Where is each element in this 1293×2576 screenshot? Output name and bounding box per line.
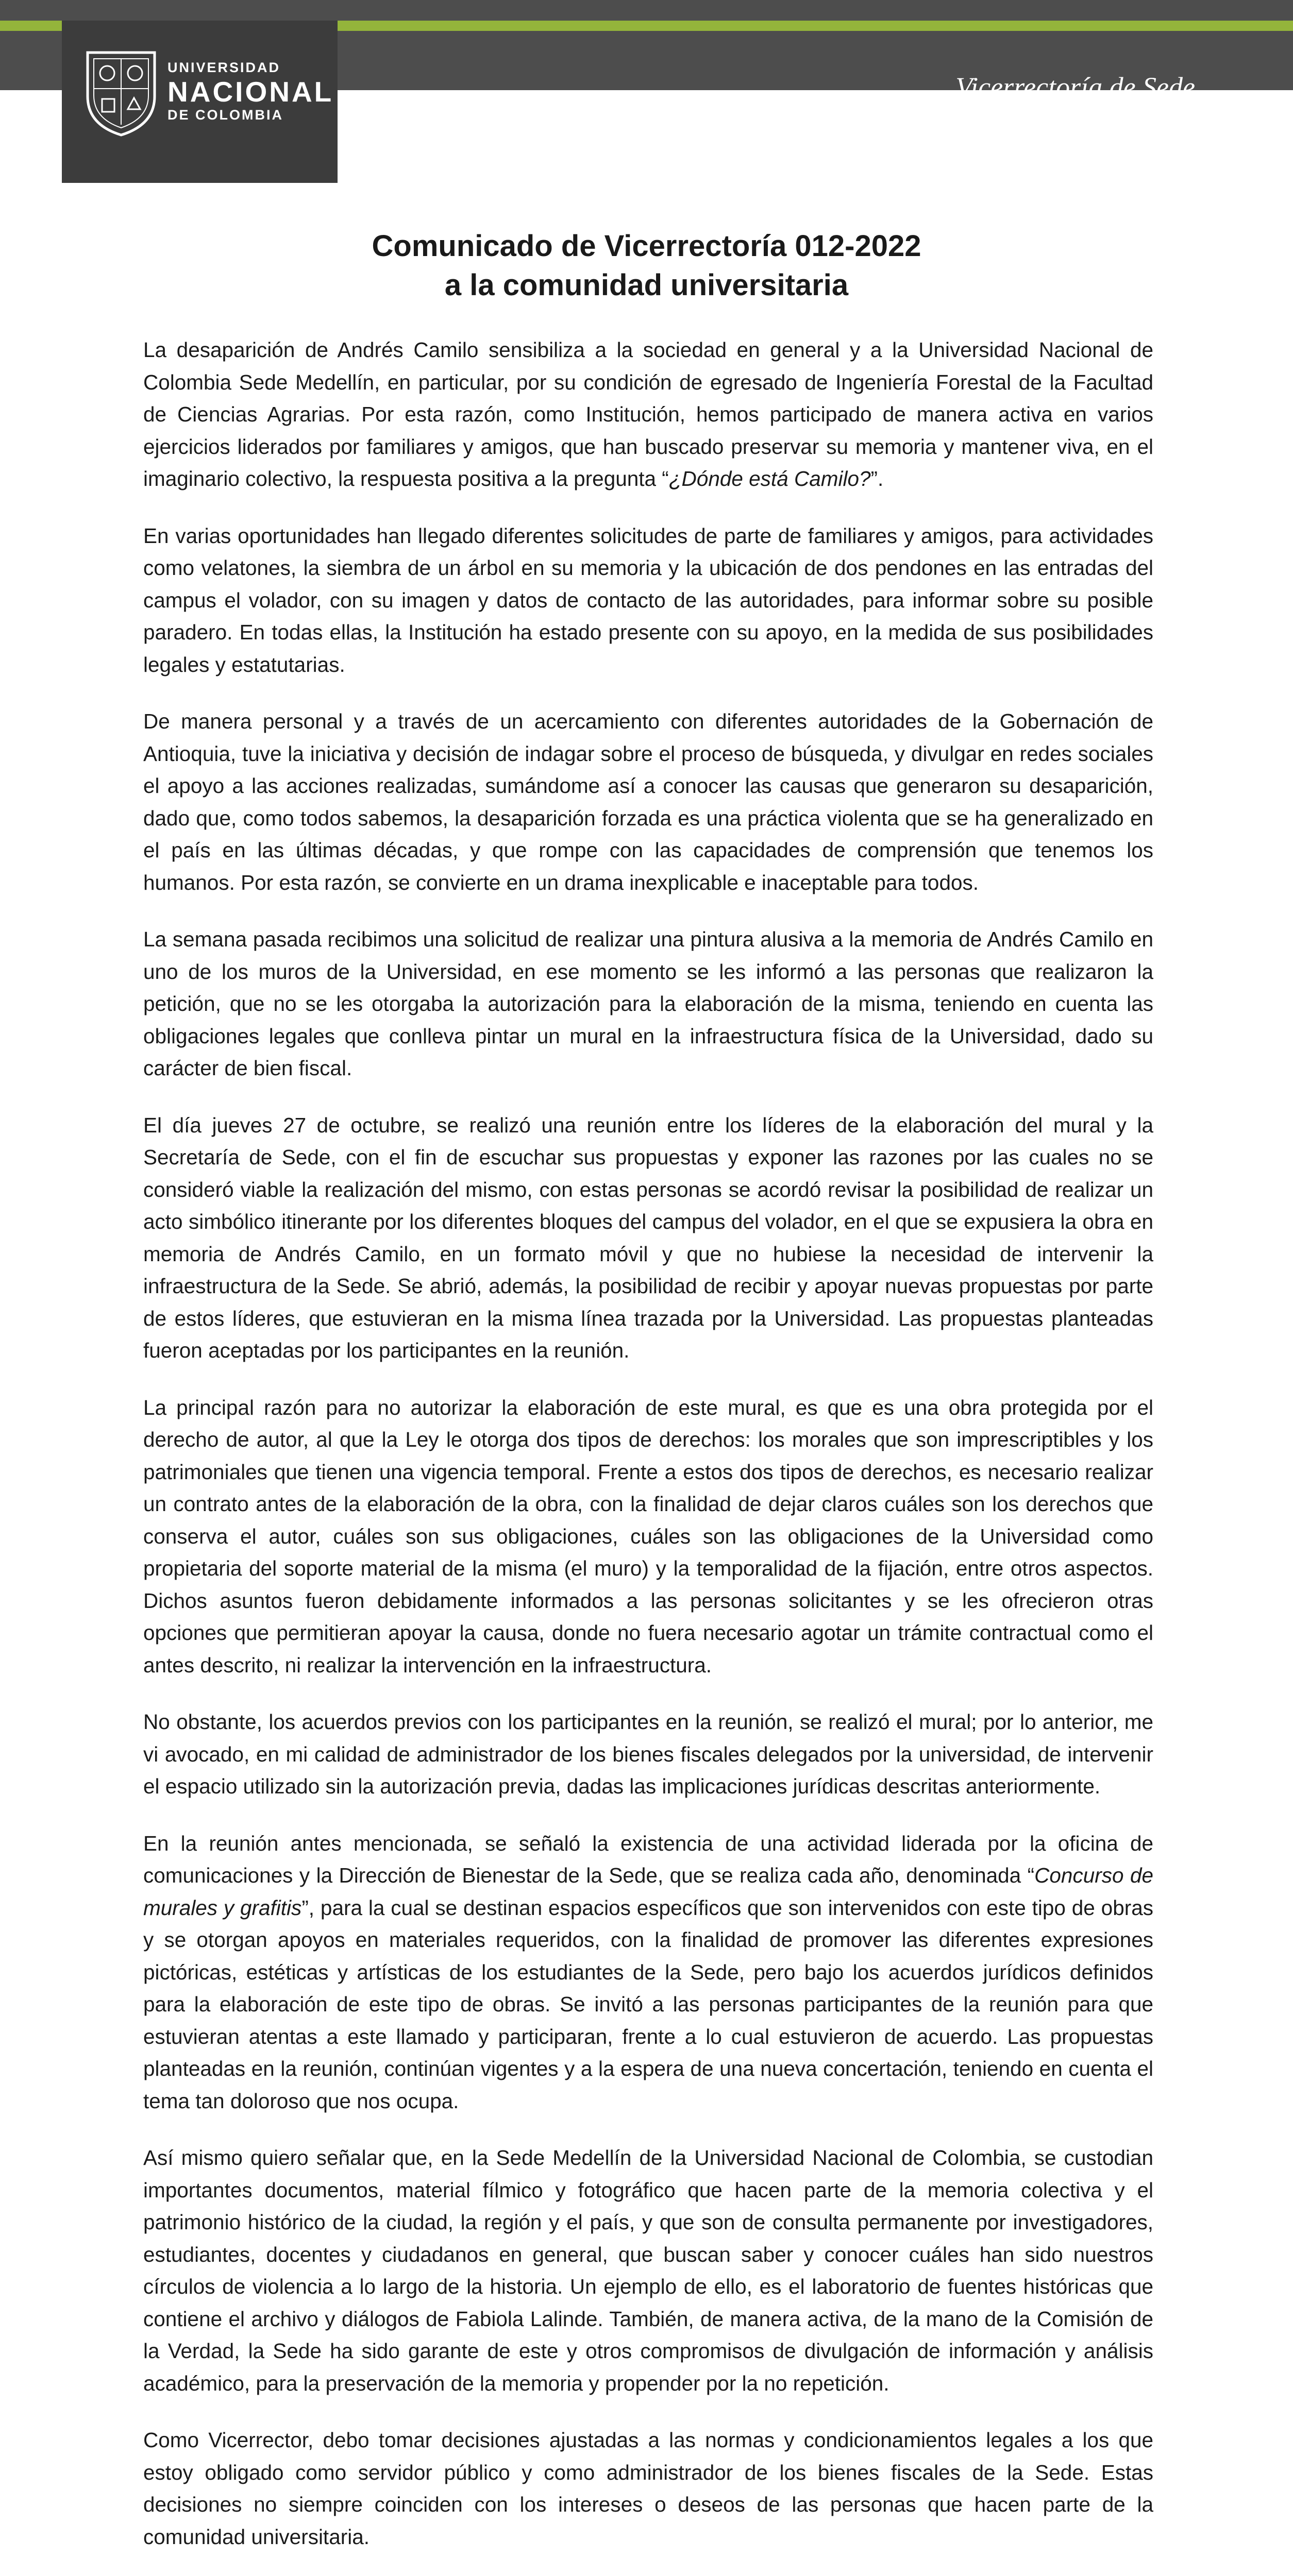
- paragraph-2: En varias oportunidades han llegado diferentes solicitudes de parte de familiares y amigos, para actividades como velatones, la siembra de un árbol en su memoria y la ubicación de dos pendones en las entradas del campus el volador, con su imagen y datos de contacto de las autoridades, para informar sobre su posible paradero. En todas ellas, la Institución ha estado presente con su apoyo, en la medida de sus posibilidades legales y estatutarias.: [143, 523, 1153, 676]
- paragraph-8-end: ”, para la cual se destinan espacios específicos que son intervenidos con este tipo de obras y se otorgan apoyos en materiales requeridos, con la finalidad de promover las diferentes expresiones pictóricas, estéticas y artísticas de los estudiantes de la Sede, pero bajo los acuerdos jurídicos definidos para la elaboración de este tipo de obras. Se invitó a las personas participantes de la reunión para que estuvieran atentas a este llamado y participaran, frente a lo cual estuvieron de acuerdo. Las propuestas planteadas en la reunión, continúan vigentes y a la espera de una nueva concertación, teniendo en cuenta el tema tan doloroso que nos ocupa.: [143, 1895, 1153, 2113]
- university-name: [167, 61, 333, 122]
- paragraph-1-quote: ¿Dónde está Camilo?: [668, 467, 871, 490]
- paragraph-10: Como Vicerrector, debo tomar decisiones ajustadas a las normas y condicionamientos legales a los que estoy obligado como servidor público y como administrador de los bienes fiscales de la Sede. Estas decisiones no siempre coinciden con los intereses o deseos de las personas que hacen parte de la comunidad universitaria.: [143, 2428, 1153, 2549]
- paragraph-6: La principal razón para no autorizar la elaboración de este mural, es que es una obra protegida por el derecho de autor, al que la Ley le otorga dos tipos de derechos: los morales que son imprescriptibles y los patrimoniales que tienen una vigencia temporal. Frente a estos dos tipos de derechos, es necesario realizar un contrato antes de la elaboración de la obra, con la finalidad de dejar claros cuáles son los derechos que conserva el autor, cuáles son sus obligaciones, cuáles son las obligaciones de la Universidad como propietaria del soporte material de la misma (el muro) y la temporalidad de la fijación, entre otros aspectos. Dichos asuntos fueron debidamente informados a las personas solicitantes y se les ofrecieron otras opciones que permitieran apoyar la causa, donde no fuera necesario agotar un trámite contractual como el antes descrito, ni realizar la intervención en la infraestructura.: [143, 1395, 1153, 1677]
- paragraph-1: [143, 334, 1153, 495]
- university-logo: [62, 21, 338, 183]
- office-name: Vicerrectoría de Sede: [955, 72, 1195, 103]
- paragraph-1-text: La desaparición de Andrés Camilo sensibiliza a la sociedad en general y a la Universidad Nacional de Colombia Sede Medellín, en particular, por su condición de egresado de Ingeniería Forestal de la Facultad de Ciencias Agrarias. Por esta razón, como Institución, hemos participado de manera activa en varios ejercicios liderados por familiares y amigos, que han buscado preservar su memoria y mantener viva, en el imaginario colectivo, la respuesta positiva a la pregunta “: [143, 338, 1153, 490]
- paragraph-9: Así mismo quiero señalar que, en la Sede Medellín de la Universidad Nacional de Colombia, se custodian importantes documentos, material fílmico y fotográfico que hacen parte de la memoria colectiva y el patrimonio histórico de la ciudad, la región y el país, y que son de consulta permanente por investigadores, estudiantes, docentes y ciudadanos en general, que buscan saber y conocer cuáles han sido nuestros círculos de violencia a lo largo de la historia. Un ejemplo de ello, es el laboratorio de fuentes históricas que contiene el archivo y diálogos de Fabiola Lalinde. También, de manera activa, de la mano de la Comisión de la Verdad, la Sede ha sido garante de este y otros compromisos de divulgación de información y análisis académico, para la preservación de la memoria y propender por la no repetición.: [143, 2146, 1153, 2395]
- paragraph-3: De manera personal y a través de un acercamiento con diferentes autoridades de la Gobernación de Antioquia, tuve la iniciativa y decisión de indagar sobre el proceso de búsqueda, y divulgar en redes sociales el apoyo a las acciones realizadas, sumándome así a conocer las causas que generaron su desaparición, dado que, como todos sabemos, la desaparición forzada es una práctica violenta que se ha generalizado en el país en las últimas décadas, y que rompe con las capacidades de comprensión que tenemos los humanos. Por esta razón, se convierte en un drama inexplicable e inaceptable para todos.: [143, 709, 1153, 894]
- paragraph-4: La semana pasada recibimos una solicitud de realizar una pintura alusiva a la memoria de Andrés Camilo en uno de los muros de la Universidad, en ese momento se les informó a las personas que realizaron la petición, que no se les otorgaba la autorización para la elaboración de la misma, teniendo en cuenta las obligaciones legales que conlleva pintar un mural en la infraestructura física de la Universidad, dado su carácter de bien fiscal.: [143, 927, 1153, 1080]
- document-body: [143, 334, 1153, 2576]
- university-shield-icon: [82, 47, 160, 138]
- paragraph-1-end: ”.: [870, 467, 884, 490]
- paragraph-8: [143, 1827, 1153, 2117]
- title-line-1: Comunicado de Vicerrectoría 012-2022: [372, 229, 921, 263]
- paragraph-5: El día jueves 27 de octubre, se realizó una reunión entre los líderes de la elaboración del mural y la Secretaría de Sede, con el fin de escuchar sus propuestas y exponer las razones por las cuales no se consideró viable la realización del mismo, con estas personas se acordó revisar la posibilidad de realizar un acto simbólico itinerante por los diferentes bloques del campus del volador, en el que se expusiera la obra en memoria de Andrés Camilo, en un formato móvil y que no hubiese la necesidad de intervenir la infraestructura de la Sede. Se abrió, además, la posibilidad de recibir y apoyar nuevas propuestas por parte de estos líderes, que estuvieran en la misma línea trazada por la Universidad. Las propuestas planteadas fueron aceptadas por los participantes en la reunión.: [143, 1113, 1153, 1362]
- title-line-2: a la comunidad universitaria: [444, 268, 849, 302]
- logo-line-1: UNIVERSIDAD: [167, 60, 281, 75]
- paragraph-8-text: En la reunión antes mencionada, se señaló la existencia de una actividad liderada por la oficina de comunicaciones y la Dirección de Bienestar de la Sede, que se realiza cada año, denominada “: [143, 1831, 1153, 1887]
- document-title: [0, 227, 1293, 305]
- logo-line-3: DE COLOMBIA: [167, 107, 283, 123]
- paragraph-7: No obstante, los acuerdos previos con los participantes en la reunión, se realizó el mural; por lo anterior, me vi avocado, en mi calidad de administrador de los bienes fiscales delegados por la universidad, de intervenir el espacio utilizado sin la autorización previa, dadas las implicaciones jurídicas descritas anteriormente.: [143, 1710, 1153, 1798]
- paragraph-8-quote: Concurso de murales y grafitis: [143, 1863, 1153, 1920]
- logo-line-2: NACIONAL: [167, 76, 334, 108]
